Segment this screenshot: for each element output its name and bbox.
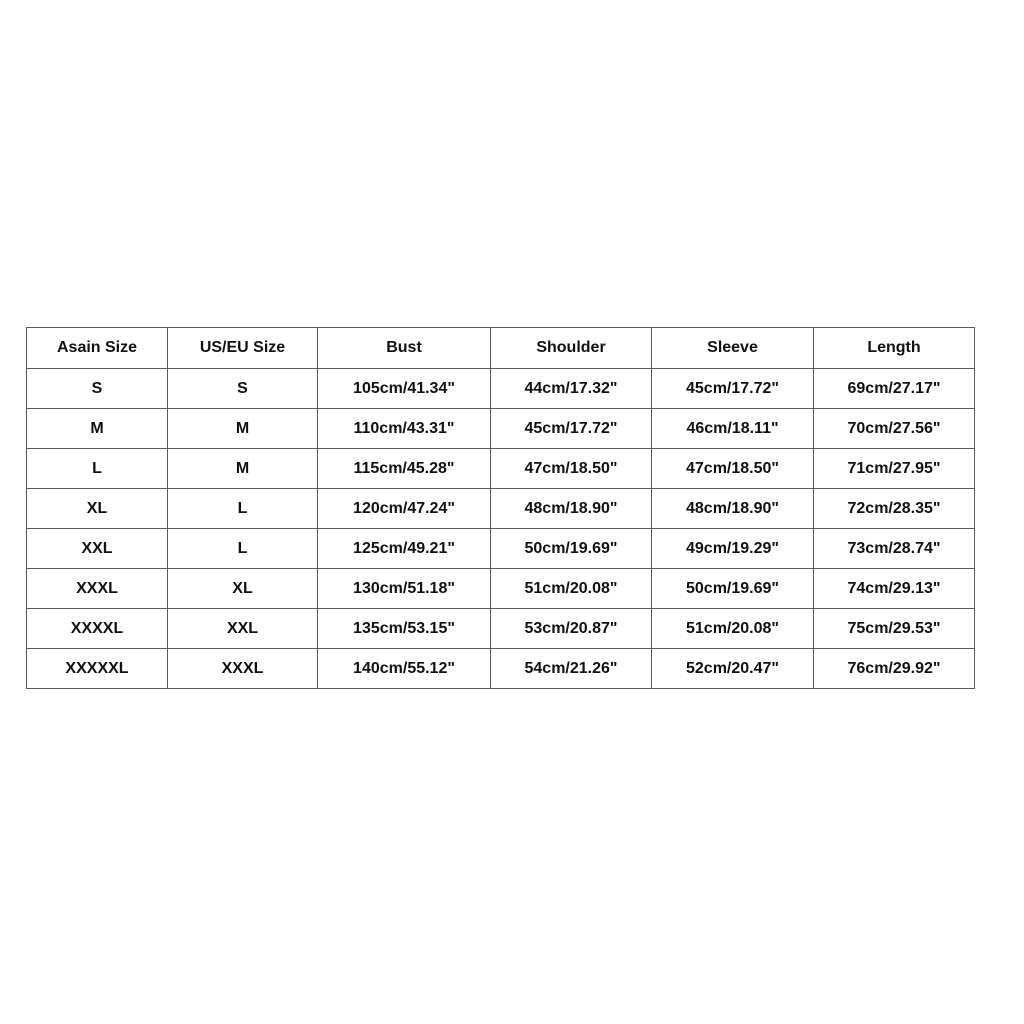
cell-shoulder: 54cm/21.26" — [491, 649, 652, 689]
cell-us-eu-size: XL — [168, 569, 318, 609]
header-row — [27, 328, 975, 369]
cell-shoulder: 51cm/20.08" — [491, 569, 652, 609]
cell-sleeve: 50cm/19.69" — [652, 569, 814, 609]
header-sleeve: Sleeve — [652, 328, 814, 369]
cell-asian-size: XXL — [27, 529, 168, 569]
cell-length: 72cm/28.35" — [814, 489, 975, 529]
cell-shoulder: 45cm/17.72" — [491, 409, 652, 449]
cell-shoulder: 47cm/18.50" — [491, 449, 652, 489]
cell-sleeve: 52cm/20.47" — [652, 649, 814, 689]
table-row — [27, 609, 975, 649]
cell-sleeve: 47cm/18.50" — [652, 449, 814, 489]
cell-us-eu-size: S — [168, 369, 318, 409]
header-shoulder: Shoulder — [491, 328, 652, 369]
table-header — [27, 328, 975, 369]
cell-bust: 110cm/43.31" — [318, 409, 491, 449]
cell-shoulder: 44cm/17.32" — [491, 369, 652, 409]
table-row — [27, 369, 975, 409]
cell-bust: 125cm/49.21" — [318, 529, 491, 569]
cell-us-eu-size: XXXL — [168, 649, 318, 689]
cell-length: 70cm/27.56" — [814, 409, 975, 449]
cell-us-eu-size: M — [168, 449, 318, 489]
table-row — [27, 649, 975, 689]
cell-bust: 105cm/41.34" — [318, 369, 491, 409]
table-row — [27, 489, 975, 529]
header-length: Length — [814, 328, 975, 369]
header-us-eu-size: US/EU Size — [168, 328, 318, 369]
cell-length: 75cm/29.53" — [814, 609, 975, 649]
cell-asian-size: XL — [27, 489, 168, 529]
cell-us-eu-size: L — [168, 489, 318, 529]
cell-length: 73cm/28.74" — [814, 529, 975, 569]
cell-shoulder: 53cm/20.87" — [491, 609, 652, 649]
table-row — [27, 449, 975, 489]
cell-asian-size: XXXXL — [27, 609, 168, 649]
cell-length: 69cm/27.17" — [814, 369, 975, 409]
cell-sleeve: 45cm/17.72" — [652, 369, 814, 409]
cell-sleeve: 49cm/19.29" — [652, 529, 814, 569]
cell-sleeve: 48cm/18.90" — [652, 489, 814, 529]
header-asian-size: Asain Size — [27, 328, 168, 369]
cell-us-eu-size: XXL — [168, 609, 318, 649]
cell-asian-size: M — [27, 409, 168, 449]
cell-sleeve: 46cm/18.11" — [652, 409, 814, 449]
cell-length: 71cm/27.95" — [814, 449, 975, 489]
cell-sleeve: 51cm/20.08" — [652, 609, 814, 649]
cell-bust: 140cm/55.12" — [318, 649, 491, 689]
cell-length: 76cm/29.92" — [814, 649, 975, 689]
size-chart-table — [26, 327, 975, 689]
cell-length: 74cm/29.13" — [814, 569, 975, 609]
cell-bust: 130cm/51.18" — [318, 569, 491, 609]
table-row — [27, 529, 975, 569]
cell-asian-size: L — [27, 449, 168, 489]
table-row — [27, 569, 975, 609]
cell-asian-size: XXXXXL — [27, 649, 168, 689]
cell-shoulder: 48cm/18.90" — [491, 489, 652, 529]
cell-bust: 120cm/47.24" — [318, 489, 491, 529]
cell-bust: 115cm/45.28" — [318, 449, 491, 489]
cell-asian-size: S — [27, 369, 168, 409]
cell-asian-size: XXXL — [27, 569, 168, 609]
table-row — [27, 409, 975, 449]
cell-shoulder: 50cm/19.69" — [491, 529, 652, 569]
cell-us-eu-size: M — [168, 409, 318, 449]
table-body — [27, 369, 975, 689]
header-bust: Bust — [318, 328, 491, 369]
cell-bust: 135cm/53.15" — [318, 609, 491, 649]
cell-us-eu-size: L — [168, 529, 318, 569]
